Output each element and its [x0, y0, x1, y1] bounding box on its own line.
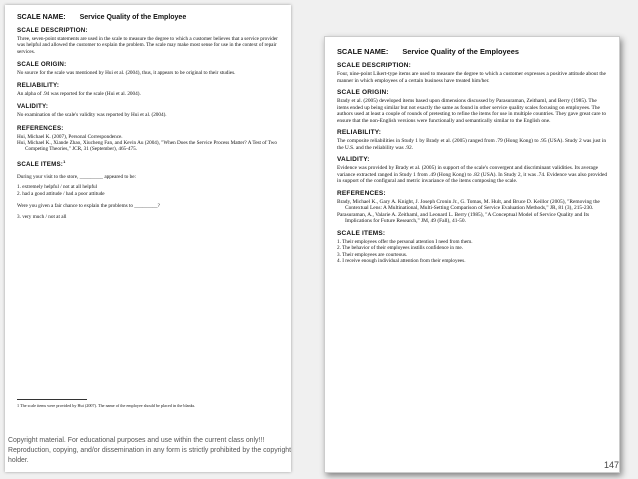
footnote-marker: 1: [63, 158, 66, 164]
validity-heading: VALIDITY:: [337, 156, 370, 163]
scale-item: 2. The behavior of their employees instills confidence in me.: [337, 245, 463, 252]
validity-text: Evidence was provided by Brady et al. (2005) in support of the scale's convergent and discriminant validities. Its average variance extracted ranged in Study 1 from .49 (Hong Kong) to .82 (USA). In Study 2, it was .74. Evidence was also provided in support of the configural and metric invariance of the items composing the scale.: [337, 165, 608, 184]
scale-question: During your visit to the store, _________ appeared to be:: [17, 173, 137, 180]
scale-item: 4. I receive enough individual attention from their employees.: [337, 258, 466, 265]
scale-name-label: SCALE NAME:: [17, 14, 66, 21]
reliability-text: An alpha of .94 was reported for the scale (Hui et al. 2004).: [17, 91, 141, 98]
reliability-heading: RELIABILITY:: [337, 129, 382, 136]
reference-item: Parasuraman, A., Valarie A. Zeithaml, and Leonard L. Berry (1985), "A Conceptual Model of Service Quality and Its Implications for Future Research," JM, 49 (Fall), 41-50.: [337, 211, 590, 224]
reference-item: Brady, Michael K., Gary A. Knight, J. Joseph Cronin Jr., G. Tomas, M. Hult, and Bruce D. Keillor (2005), "Removing the Contextual Lens: A Multinational, Multi-Setting Comparison of Service Evaluation Methods," JR, 81 (3), 215-230.: [337, 198, 600, 211]
scale-name-label: SCALE NAME:: [337, 47, 389, 56]
scale-item: 3. Their employees are courteous.: [337, 251, 408, 258]
origin-heading: SCALE ORIGIN:: [337, 89, 389, 96]
references-heading: REFERENCES:: [337, 189, 386, 197]
description-heading: SCALE DESCRIPTION:: [337, 62, 412, 69]
reference-item: Hui, Michael K., Xiande Zhao, Xiucheng Fan, and Kevin Au (2004), "When Does the Service Process Matter? A Test of Two Competing Theories," JCR, 31 (September), 465-475.: [17, 140, 277, 153]
copyright-notice: Copyright material. For educational purposes and use within the current class only!!! Reproduction, copying, and/or dissemination in any form is strictly prohibited by the copyright holder.: [8, 437, 292, 464]
items-heading: [17, 159, 281, 168]
right-document-page: [324, 36, 620, 473]
scale-item: 1. extremely helpful / not at all helpful: [17, 184, 98, 191]
reliability-text: The composite reliabilities in Study 1 by Brady et al. (2005) ranged from .79 (Hong Kong) to .95 (USA). Study 2 was just in the U.S. and the reliability was .92.: [337, 138, 607, 151]
reference-item: Hui, Michael K. (2007), Personal Correspondence.: [17, 133, 123, 140]
items-heading-label: SCALE ITEMS:: [17, 160, 64, 168]
scale-item: 1. Their employees offer the personal attention I need from them.: [337, 238, 473, 245]
footnote-divider: [17, 399, 87, 400]
scale-item: 3. very much / not at all: [17, 213, 67, 220]
scale-question: Were you given a fair chance to explain the problems to _________?: [17, 203, 160, 210]
page-number: 147: [604, 460, 620, 470]
left-document-page: [5, 5, 291, 472]
description-text: Three, seven-point statements are used in the scale to measure the degree to which a customer believes that a service provider was helpful and allowed the customer to explain the problem. The scale may make most sense for use in the context of repair services.: [17, 36, 278, 55]
origin-heading: SCALE ORIGIN:: [17, 60, 67, 68]
origin-text: No source for the scale was mentioned by Hui et al. (2004), thus, it appears to be original to their studies.: [17, 69, 236, 76]
reliability-heading: RELIABILITY:: [17, 82, 60, 90]
validity-text: No examination of the scale's validity was reported by Hui et al. (2004).: [17, 112, 167, 119]
scale-name: [337, 47, 609, 56]
scale-item: 2. had a good attitude / had a poor attitude: [17, 190, 105, 197]
scale-name: [17, 14, 281, 21]
validity-heading: VALIDITY:: [17, 103, 49, 111]
references-heading: REFERENCES:: [17, 124, 64, 132]
description-heading: SCALE DESCRIPTION:: [17, 27, 88, 34]
scale-name-value: Service Quality of the Employees: [402, 47, 519, 56]
scale-name-value: Service Quality of the Employee: [79, 14, 187, 21]
footnote: 1 The scale items were provided by Hui (2007). The name of the employee should be placed in the blanks.: [17, 403, 196, 408]
description-text: Four, nine-point Likert-type items are used to measure the degree to which a customer expresses a positive attitude about the manner in which employees of a certain business have treated him/her.: [337, 71, 606, 84]
origin-text: Brady et al. (2005) developed items based upon dimensions discussed by Parasuraman, Zeithaml, and Berry (1985). The items ended up being similar but not exactly the same as found in other service quality scales focusing on employees. The authors used at least a couple of rounds of pretesting to refine the items for use in multiple countries. They gave great care to ensure that the non-English versions were functionally and semantically similar to the English one.: [337, 98, 607, 124]
items-heading: SCALE ITEMS:: [337, 229, 386, 237]
